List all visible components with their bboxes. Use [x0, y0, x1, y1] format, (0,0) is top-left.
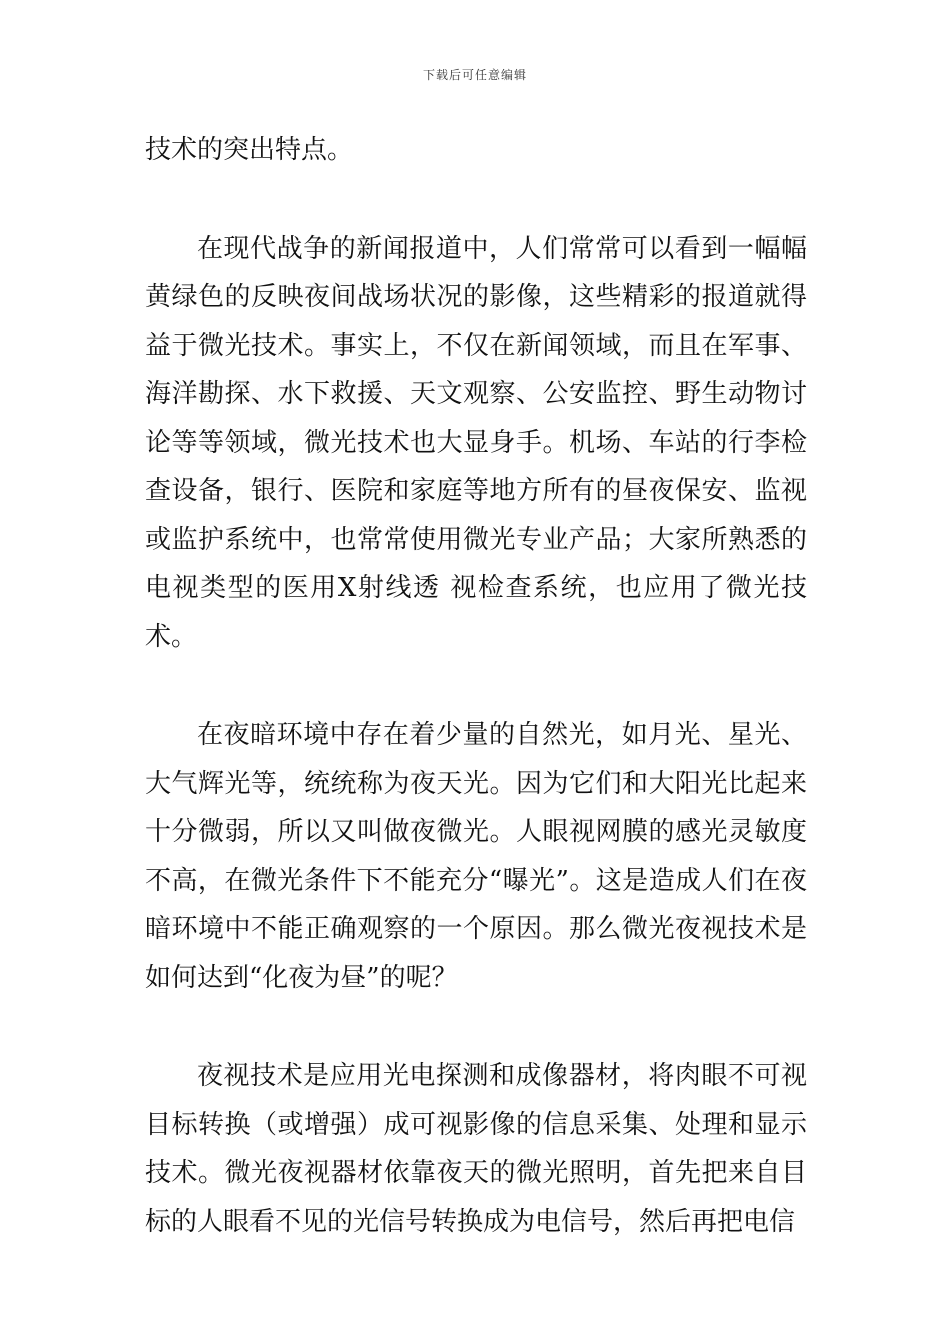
paragraph-news-applications: 在现代战争的新闻报道中，人们常常可以看到一幅幅黄绿色的反映夜间战场状况的影像，这些精彩的报道就得益于微光技术。事实上，不仅在新闻领域，而且在军事、海洋勘探、水下救援、天文观察、公安监控、野生动物讨论等等领域，微光技术也大显身手。机场、车站的行李检查设备，银行、医院和家庭等地方所有的昼夜保安、监视或监护系统中，也常常使用微光专业产品；大家所熟悉的电视类型的医用X射线透 视检查系统，也应用了微光技术。	[145, 233, 807, 652]
paragraph-night-sky-light: 在夜暗环境中存在着少量的自然光，如月光、星光、大气辉光等，统统称为夜天光。因为它们和大阳光比起来十分微弱，所以又叫做夜微光。人眼视网膜的感光灵敏度不高，在微光条件下不能充分“曝光”。这是造成人们在夜暗环境中不能正确观察的一个原因。那么微光夜视技术是如何达到“化夜为昼”的呢？	[145, 720, 807, 993]
paragraph-continuation: 技术的突出特点。	[145, 135, 354, 165]
document-body	[145, 126, 807, 1246]
paragraph-gap	[145, 661, 807, 711]
paragraph-gap	[145, 175, 807, 225]
paragraph-night-vision-definition: 夜视技术是应用光电探测和成像器材，将肉眼不可视目标转换（或增强）成可视影像的信息采集、处理和显示技术。微光夜视器材依靠夜天的微光照明，首先把来自目标的人眼看不见的光信号转换成为电信号，然后再把电信	[145, 1061, 807, 1237]
page-header-note: 下载后可任意编辑	[422, 68, 527, 82]
paragraph-gap	[145, 1002, 807, 1052]
